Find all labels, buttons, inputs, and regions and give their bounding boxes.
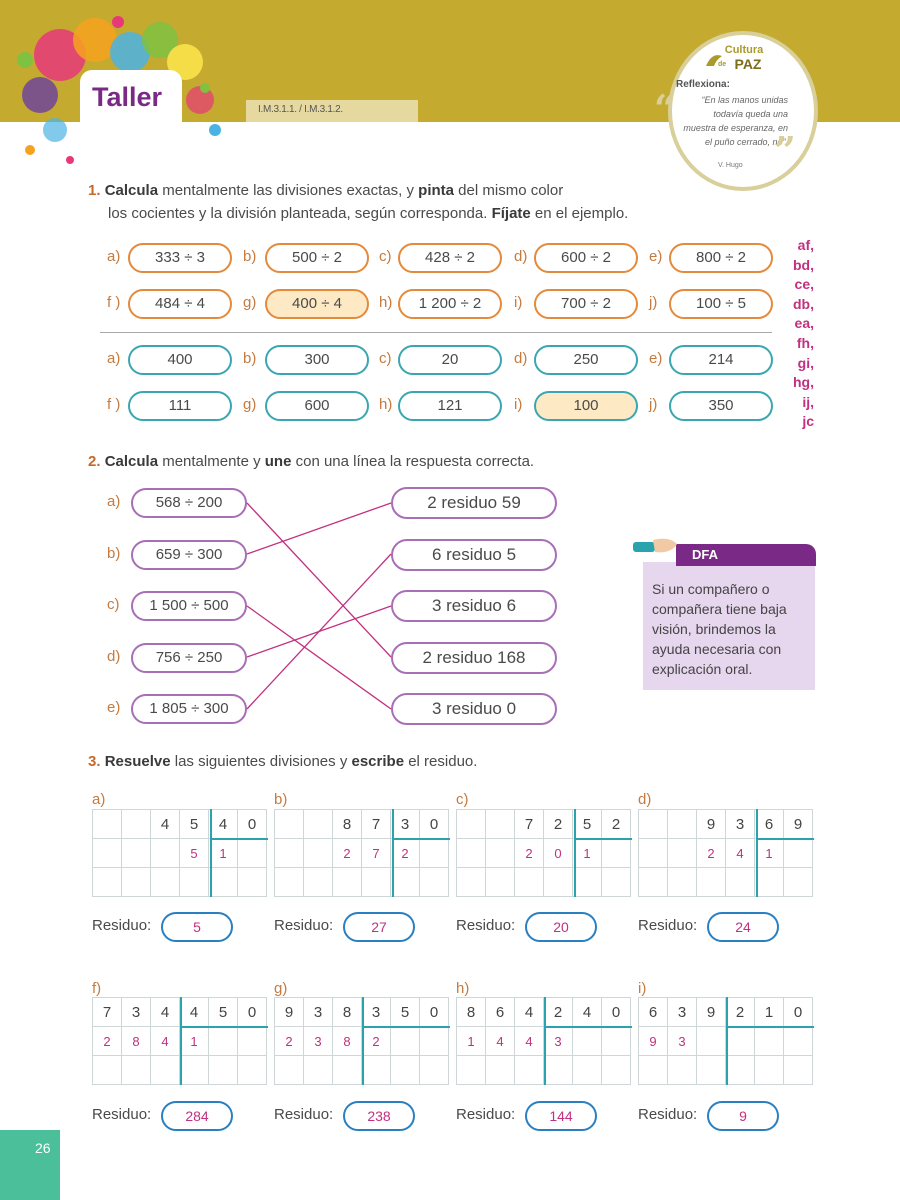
divisor-digit: 4 bbox=[573, 998, 602, 1027]
divisor-digit: 6 bbox=[755, 810, 784, 839]
grid-cell bbox=[209, 868, 238, 897]
divisor-digit: 1 bbox=[755, 998, 784, 1027]
q2-right-pill: 6 residuo 5 bbox=[391, 539, 557, 571]
match-line-a bbox=[247, 503, 391, 657]
grid-cell bbox=[275, 810, 304, 839]
q2-left-pill: 756 ÷ 250 bbox=[131, 643, 247, 673]
q1-answer-label: h) bbox=[379, 396, 393, 413]
residue-label: Residuo: bbox=[92, 1106, 152, 1123]
q1-division-pill: 428 ÷ 2 bbox=[398, 243, 502, 273]
grid-cell bbox=[238, 868, 267, 897]
grid-cell bbox=[420, 868, 449, 897]
division-bracket-horizontal bbox=[362, 1026, 450, 1028]
grid-cell bbox=[304, 868, 333, 897]
answer-key-item: ij, bbox=[802, 393, 814, 410]
divisor-digit: 2 bbox=[602, 810, 631, 839]
grid-cell bbox=[668, 810, 697, 839]
grid-cell bbox=[573, 1056, 602, 1085]
work-digit: 4 bbox=[515, 1027, 544, 1056]
q1-division-label: g) bbox=[243, 294, 257, 311]
residue-label: Residuo: bbox=[456, 1106, 516, 1123]
work-digit: 3 bbox=[544, 1027, 573, 1056]
q1-division-label: e) bbox=[649, 248, 663, 265]
open-quote-icon: “ bbox=[654, 86, 676, 131]
grid-cell bbox=[602, 868, 631, 897]
grid-cell bbox=[333, 1056, 362, 1085]
division-bracket-vertical bbox=[392, 809, 394, 897]
q3-exercise-label: c) bbox=[456, 791, 469, 808]
grid-cell bbox=[304, 839, 333, 868]
q2-right-pill: 3 residuo 0 bbox=[391, 693, 557, 725]
answer-key-item: db, bbox=[793, 295, 814, 312]
grid-cell bbox=[151, 1056, 180, 1085]
q1-division-label: c) bbox=[379, 248, 392, 265]
work-digit: 3 bbox=[668, 1027, 697, 1056]
q1-division-pill: 400 ÷ 4 bbox=[265, 289, 369, 319]
work-digit: 4 bbox=[151, 1027, 180, 1056]
grid-cell bbox=[668, 1056, 697, 1085]
q2-left-pill: 568 ÷ 200 bbox=[131, 488, 247, 518]
divisor-digit: 3 bbox=[391, 810, 420, 839]
work-digit: 1 bbox=[457, 1027, 486, 1056]
grid-cell bbox=[238, 839, 267, 868]
residue-label: Residuo: bbox=[274, 917, 334, 934]
answer-key bbox=[778, 236, 814, 432]
work-digit: 2 bbox=[362, 1027, 391, 1056]
peace-logo-de: de bbox=[718, 61, 727, 68]
division-grid bbox=[92, 809, 267, 897]
grid-cell bbox=[275, 839, 304, 868]
work-digit: 5 bbox=[180, 839, 209, 868]
reflection-quote: “En las manos unidas todavía queda una muestra de esperanza, en el puño cerrado, no”. bbox=[683, 95, 788, 147]
grid-cell bbox=[486, 810, 515, 839]
residue-label: Residuo: bbox=[274, 1106, 334, 1123]
grid-cell bbox=[304, 1056, 333, 1085]
divisor-digit: 0 bbox=[238, 810, 267, 839]
divisor-digit: 4 bbox=[209, 810, 238, 839]
divisor-digit: 2 bbox=[726, 998, 755, 1027]
q1-division-label: d) bbox=[514, 248, 528, 265]
grid-cell bbox=[602, 839, 631, 868]
q3-exercise-label: f) bbox=[92, 980, 102, 997]
grid-cell bbox=[93, 810, 122, 839]
grid-cell bbox=[362, 1056, 391, 1085]
dividend-digit: 9 bbox=[697, 810, 726, 839]
quote-author: V. Hugo bbox=[718, 162, 743, 169]
grid-cell bbox=[697, 1056, 726, 1085]
work-digit: 2 bbox=[697, 839, 726, 868]
divisor-digit: 9 bbox=[784, 810, 813, 839]
q2-instruction: 2. Calcula mentalmente y une con una línea la respuesta correcta. bbox=[88, 453, 535, 470]
answer-key-item: bd, bbox=[793, 256, 814, 273]
q1-division-label: f ) bbox=[107, 294, 121, 311]
grid-cell bbox=[784, 1056, 813, 1085]
page-number-box bbox=[0, 1130, 60, 1200]
residue-pill: 5 bbox=[161, 912, 233, 942]
grid-cell bbox=[180, 1056, 209, 1085]
dividend-digit: 7 bbox=[93, 998, 122, 1027]
match-line-e bbox=[247, 554, 391, 709]
grid-cell bbox=[573, 1027, 602, 1056]
q1-division-label: h) bbox=[379, 294, 393, 311]
divisor-digit: 4 bbox=[180, 998, 209, 1027]
q1-answer-pill: 600 bbox=[265, 391, 369, 421]
grid-cell bbox=[457, 810, 486, 839]
grid-cell bbox=[639, 810, 668, 839]
work-digit: 1 bbox=[755, 839, 784, 868]
q1-answer-pill: 400 bbox=[128, 345, 232, 375]
page-title: Taller bbox=[92, 82, 163, 112]
q1-answer-label: i) bbox=[514, 396, 523, 413]
divisor-digit: 5 bbox=[573, 810, 602, 839]
division-bracket-horizontal bbox=[574, 838, 633, 840]
grid-cell bbox=[151, 839, 180, 868]
grid-cell bbox=[122, 868, 151, 897]
grid-cell bbox=[362, 868, 391, 897]
grid-cell bbox=[457, 839, 486, 868]
dividend-digit: 3 bbox=[668, 998, 697, 1027]
work-digit: 2 bbox=[391, 839, 420, 868]
work-digit: 1 bbox=[180, 1027, 209, 1056]
answer-key-item: ce, bbox=[794, 276, 814, 293]
grid-cell bbox=[639, 839, 668, 868]
work-digit: 2 bbox=[515, 839, 544, 868]
q2-left-label: b) bbox=[107, 544, 121, 562]
work-digit: 1 bbox=[209, 839, 238, 868]
division-bracket-horizontal bbox=[756, 838, 815, 840]
answer-key-item: gi, bbox=[797, 354, 814, 371]
grid-cell bbox=[726, 1056, 755, 1085]
work-digit: 4 bbox=[486, 1027, 515, 1056]
q2-right-pill: 3 residuo 6 bbox=[391, 590, 557, 622]
dividend-digit: 3 bbox=[726, 810, 755, 839]
answer-key-item: af, bbox=[797, 237, 814, 253]
division-bracket-vertical bbox=[210, 809, 212, 897]
q3-exercise-label: b) bbox=[274, 791, 288, 808]
grid-cell bbox=[238, 1027, 267, 1056]
grid-cell bbox=[391, 1027, 420, 1056]
q1-answer-label: b) bbox=[243, 350, 257, 367]
dfa-title: DFA bbox=[676, 544, 816, 566]
grid-cell bbox=[515, 868, 544, 897]
division-bracket-horizontal bbox=[210, 838, 269, 840]
grid-cell bbox=[275, 1056, 304, 1085]
q1-division-pill: 1 200 ÷ 2 bbox=[398, 289, 502, 319]
q1-answer-pill: 121 bbox=[398, 391, 502, 421]
q2-left-pill: 1 500 ÷ 500 bbox=[131, 591, 247, 621]
dividend-digit: 9 bbox=[697, 998, 726, 1027]
grid-cell bbox=[639, 868, 668, 897]
divisor-digit: 0 bbox=[420, 810, 449, 839]
grid-cell bbox=[639, 1056, 668, 1085]
residue-pill: 27 bbox=[343, 912, 415, 942]
q1-answer-pill: 111 bbox=[128, 391, 232, 421]
match-line-b bbox=[247, 503, 391, 554]
q2-right-pill: 2 residuo 168 bbox=[391, 642, 557, 674]
grid-cell bbox=[180, 868, 209, 897]
division-bracket-horizontal bbox=[180, 1026, 268, 1028]
division-bracket-horizontal bbox=[544, 1026, 632, 1028]
q1-division-pill: 100 ÷ 5 bbox=[669, 289, 773, 319]
dividend-digit: 4 bbox=[151, 810, 180, 839]
q1-answer-label: g) bbox=[243, 396, 257, 413]
dividend-digit: 4 bbox=[515, 998, 544, 1027]
work-digit: 0 bbox=[544, 839, 573, 868]
divisor-digit: 2 bbox=[544, 998, 573, 1027]
match-line-d bbox=[247, 606, 391, 657]
grid-cell bbox=[391, 868, 420, 897]
dividend-digit: 5 bbox=[180, 810, 209, 839]
residue-pill: 24 bbox=[707, 912, 779, 942]
grid-cell bbox=[755, 1056, 784, 1085]
division-bracket-horizontal bbox=[392, 838, 451, 840]
work-digit: 9 bbox=[639, 1027, 668, 1056]
dividend-digit: 3 bbox=[122, 998, 151, 1027]
q1-answer-label: c) bbox=[379, 350, 392, 367]
q1-answer-pill: 20 bbox=[398, 345, 502, 375]
dividend-digit: 6 bbox=[639, 998, 668, 1027]
q1-division-pill: 484 ÷ 4 bbox=[128, 289, 232, 319]
q1-answer-pill: 250 bbox=[534, 345, 638, 375]
dividend-digit: 3 bbox=[304, 998, 333, 1027]
curriculum-code: I.M.3.1.1. / I.M.3.1.2. bbox=[246, 100, 418, 122]
q1-answer-label: f ) bbox=[107, 396, 121, 413]
dividend-digit: 6 bbox=[486, 998, 515, 1027]
answer-key-item: ea, bbox=[794, 315, 814, 332]
grid-cell bbox=[486, 1056, 515, 1085]
dividend-digit: 9 bbox=[275, 998, 304, 1027]
grid-cell bbox=[209, 1056, 238, 1085]
dfa-text: Si un compañero o compañera tiene baja visión, brindemos la ayuda necesaria con explicación oral. bbox=[652, 581, 787, 677]
residue-pill: 238 bbox=[343, 1101, 415, 1131]
residue-pill: 20 bbox=[525, 912, 597, 942]
division-bracket-vertical bbox=[544, 997, 546, 1085]
grid-cell bbox=[755, 1027, 784, 1056]
q2-left-label: a) bbox=[107, 493, 121, 510]
grid-cell bbox=[602, 1056, 631, 1085]
grid-cell bbox=[668, 868, 697, 897]
division-bracket-vertical bbox=[362, 997, 364, 1085]
page-number: 26 bbox=[35, 1140, 51, 1156]
work-digit: 3 bbox=[304, 1027, 333, 1056]
answer-key-item: jc bbox=[802, 413, 814, 430]
work-digit: 2 bbox=[275, 1027, 304, 1056]
division-bracket-vertical bbox=[180, 997, 182, 1085]
work-digit: 4 bbox=[726, 839, 755, 868]
q1-division-label: i) bbox=[514, 294, 523, 311]
q1-instruction-line2: los cocientes y la división planteada, según corresponda. Fíjate en el ejemplo. bbox=[108, 205, 629, 222]
residue-pill: 144 bbox=[525, 1101, 597, 1131]
answer-key-item: fh, bbox=[796, 334, 814, 351]
divisor-digit: 0 bbox=[238, 998, 267, 1027]
work-digit: 2 bbox=[93, 1027, 122, 1056]
grid-cell bbox=[784, 868, 813, 897]
match-line-c bbox=[247, 606, 391, 709]
grid-cell bbox=[238, 1056, 267, 1085]
q1-division-pill: 500 ÷ 2 bbox=[265, 243, 369, 273]
close-quote-icon: ” bbox=[774, 128, 796, 173]
dividend-digit: 7 bbox=[515, 810, 544, 839]
grid-cell bbox=[726, 1027, 755, 1056]
q3-exercise-label: d) bbox=[638, 791, 652, 808]
grid-cell bbox=[784, 839, 813, 868]
dividend-digit: 7 bbox=[362, 810, 391, 839]
dividend-digit: 8 bbox=[333, 810, 362, 839]
grid-cell bbox=[486, 868, 515, 897]
grid-cell bbox=[122, 1056, 151, 1085]
work-digit: 7 bbox=[362, 839, 391, 868]
q2-left-label: d) bbox=[107, 647, 121, 665]
q3-instruction: 3. Resuelve las siguientes divisiones y escribe el residuo. bbox=[88, 753, 478, 770]
answer-key-item: hg, bbox=[793, 374, 814, 391]
grid-cell bbox=[420, 1056, 449, 1085]
grid-cell bbox=[93, 1056, 122, 1085]
q1-division-pill: 700 ÷ 2 bbox=[534, 289, 638, 319]
grid-cell bbox=[93, 868, 122, 897]
q1-division-pill: 333 ÷ 3 bbox=[128, 243, 232, 273]
grid-cell bbox=[515, 1056, 544, 1085]
grid-cell bbox=[668, 839, 697, 868]
q1-answer-label: e) bbox=[649, 350, 663, 367]
grid-cell bbox=[726, 868, 755, 897]
q1-instruction-line1: 1. Calcula mentalmente las divisiones exactas, y pinta del mismo color bbox=[88, 182, 564, 199]
q1-answer-pill: 300 bbox=[265, 345, 369, 375]
divisor-digit: 5 bbox=[391, 998, 420, 1027]
division-bracket-vertical bbox=[726, 997, 728, 1085]
q2-left-label: c) bbox=[107, 596, 120, 613]
hand-pencil-icon bbox=[631, 536, 683, 558]
separator-line bbox=[100, 332, 772, 333]
peace-logo-line2: PAZ bbox=[734, 56, 762, 72]
work-digit: 2 bbox=[333, 839, 362, 868]
division-bracket-vertical bbox=[756, 809, 758, 897]
q2-left-pill: 659 ÷ 300 bbox=[131, 540, 247, 570]
q1-division-label: b) bbox=[243, 248, 257, 265]
q1-answer-pill: 350 bbox=[669, 391, 773, 421]
divisor-digit: 0 bbox=[784, 998, 813, 1027]
grid-cell bbox=[784, 1027, 813, 1056]
dividend-digit: 8 bbox=[457, 998, 486, 1027]
grid-cell bbox=[544, 1056, 573, 1085]
reflection-heading: Reflexiona: bbox=[676, 79, 730, 90]
grid-cell bbox=[697, 1027, 726, 1056]
dividend-digit: 2 bbox=[544, 810, 573, 839]
grid-cell bbox=[697, 868, 726, 897]
division-bracket-horizontal bbox=[726, 1026, 814, 1028]
divisor-digit: 3 bbox=[362, 998, 391, 1027]
grid-cell bbox=[755, 868, 784, 897]
division-grid bbox=[456, 809, 631, 897]
q1-division-pill: 600 ÷ 2 bbox=[534, 243, 638, 273]
grid-cell bbox=[304, 810, 333, 839]
q3-exercise-label: a) bbox=[92, 791, 106, 808]
q1-answer-label: a) bbox=[107, 350, 121, 367]
division-grid bbox=[638, 809, 813, 897]
q1-division-pill: 800 ÷ 2 bbox=[669, 243, 773, 273]
division-grid bbox=[274, 809, 449, 897]
q1-answer-pill: 214 bbox=[669, 345, 773, 375]
grid-cell bbox=[420, 1027, 449, 1056]
grid-cell bbox=[544, 868, 573, 897]
q2-right-pill: 2 residuo 59 bbox=[391, 487, 557, 519]
residue-label: Residuo: bbox=[456, 917, 516, 934]
grid-cell bbox=[209, 1027, 238, 1056]
residue-pill: 9 bbox=[707, 1101, 779, 1131]
grid-cell bbox=[457, 1056, 486, 1085]
residue-pill: 284 bbox=[161, 1101, 233, 1131]
grid-cell bbox=[151, 868, 180, 897]
grid-cell bbox=[486, 839, 515, 868]
grid-cell bbox=[275, 868, 304, 897]
grid-cell bbox=[457, 868, 486, 897]
q3-exercise-label: h) bbox=[456, 980, 470, 997]
grid-cell bbox=[391, 1056, 420, 1085]
division-bracket-vertical bbox=[574, 809, 576, 897]
grid-cell bbox=[573, 868, 602, 897]
q1-answer-label: d) bbox=[514, 350, 528, 367]
q3-exercise-label: g) bbox=[274, 980, 288, 997]
peace-logo-line1: Cultura bbox=[724, 44, 764, 56]
grid-cell bbox=[93, 839, 122, 868]
work-digit: 1 bbox=[573, 839, 602, 868]
divisor-digit: 0 bbox=[602, 998, 631, 1027]
q1-answer-label: j) bbox=[649, 396, 658, 413]
grid-cell bbox=[122, 839, 151, 868]
q2-left-pill: 1 805 ÷ 300 bbox=[131, 694, 247, 724]
dividend-digit: 8 bbox=[333, 998, 362, 1027]
q1-division-label: a) bbox=[107, 248, 121, 265]
q2-left-label: e) bbox=[107, 699, 121, 716]
grid-cell bbox=[333, 868, 362, 897]
q1-division-label: j) bbox=[649, 294, 658, 311]
residue-label: Residuo: bbox=[638, 1106, 698, 1123]
q1-answer-pill: 100 bbox=[534, 391, 638, 421]
work-digit: 8 bbox=[122, 1027, 151, 1056]
residue-label: Residuo: bbox=[92, 917, 152, 934]
grid-cell bbox=[420, 839, 449, 868]
grid-cell bbox=[122, 810, 151, 839]
residue-label: Residuo: bbox=[638, 917, 698, 934]
divisor-digit: 0 bbox=[420, 998, 449, 1027]
grid-cell bbox=[602, 1027, 631, 1056]
work-digit: 8 bbox=[333, 1027, 362, 1056]
dividend-digit: 4 bbox=[151, 998, 180, 1027]
divisor-digit: 5 bbox=[209, 998, 238, 1027]
q3-exercise-label: i) bbox=[638, 980, 647, 997]
